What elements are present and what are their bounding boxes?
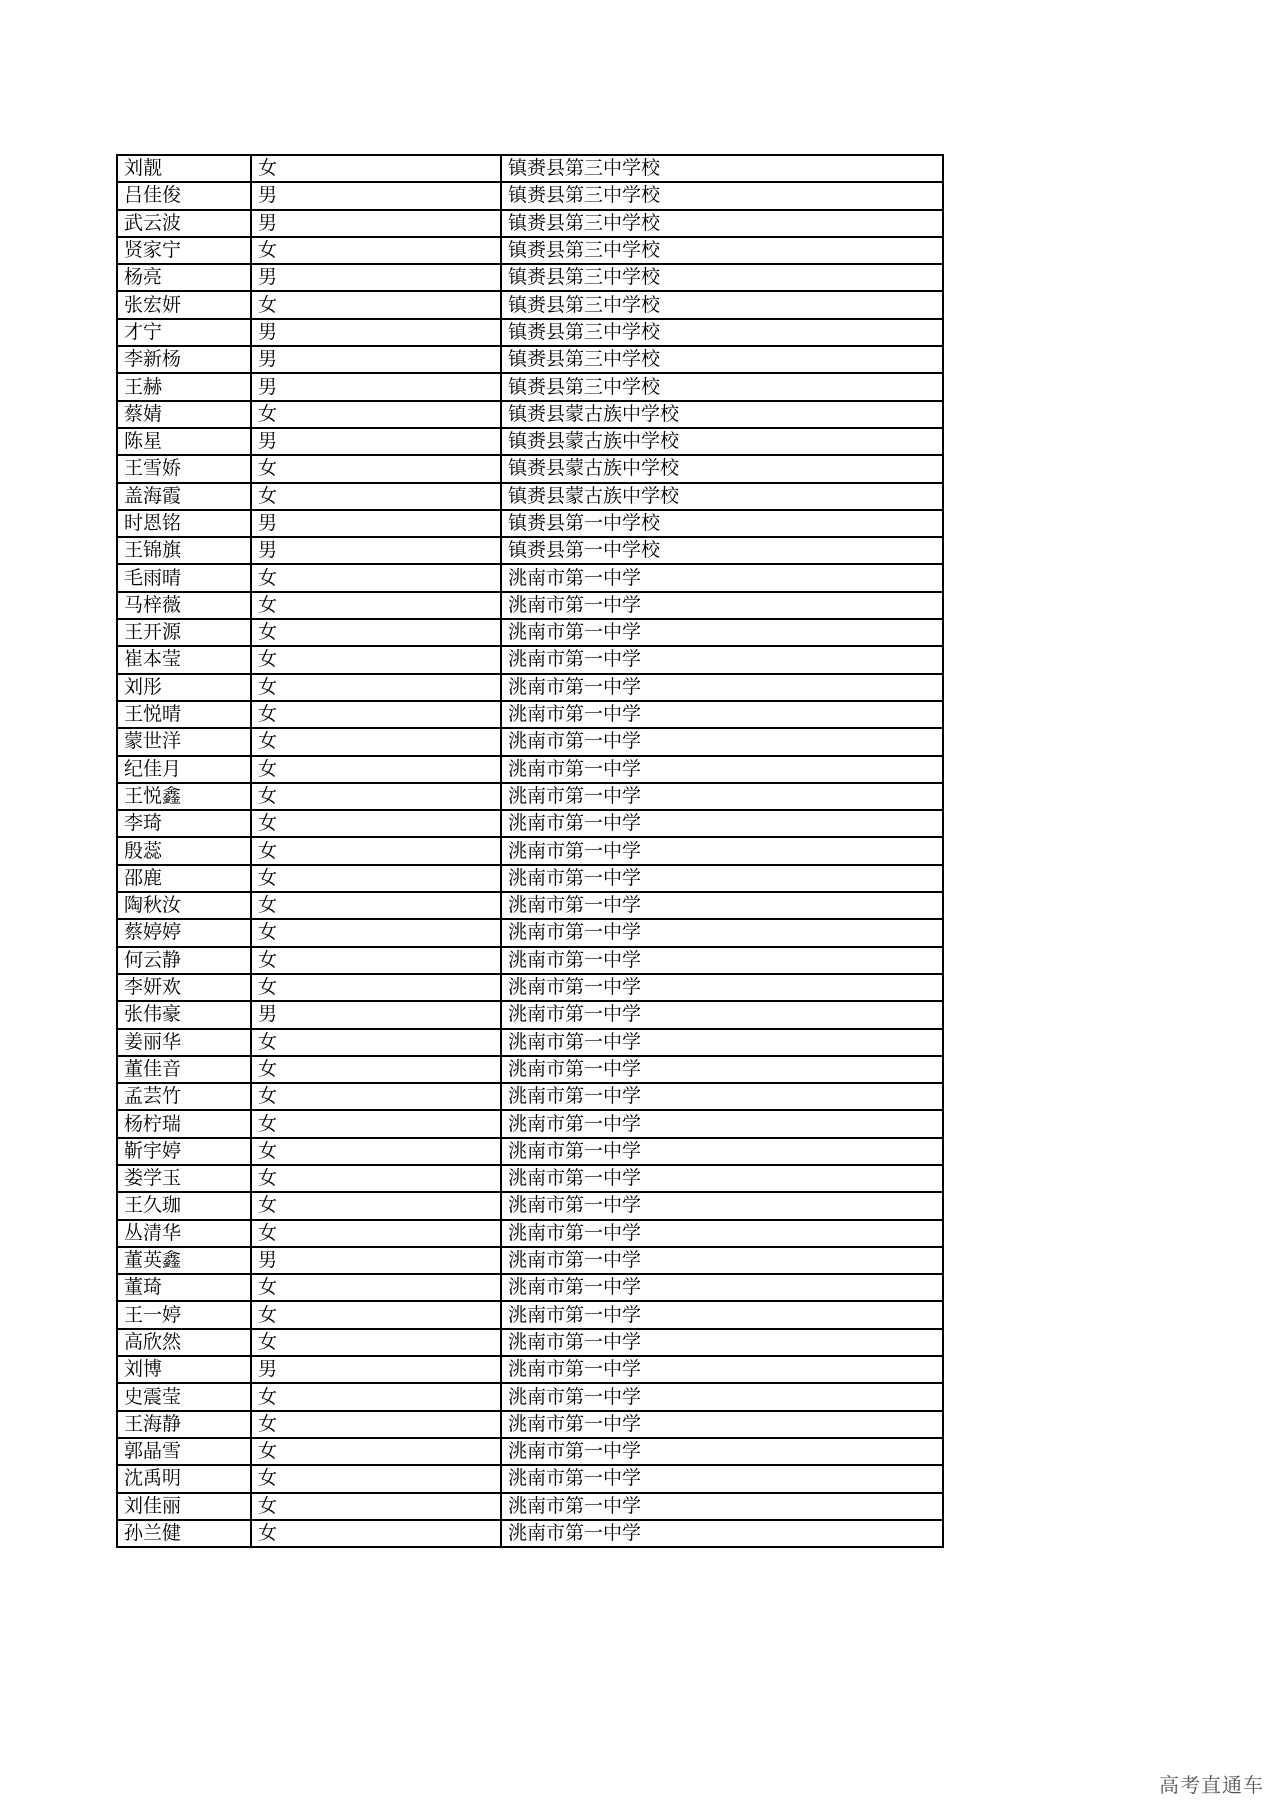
table-row xyxy=(117,1411,943,1438)
name-cell: 邵鹿 xyxy=(117,865,251,892)
gender-cell: 女 xyxy=(251,728,501,755)
table-row xyxy=(117,182,943,209)
gender-cell: 女 xyxy=(251,155,501,182)
school-cell: 洮南市第一中学 xyxy=(501,1301,943,1328)
name-cell: 张伟豪 xyxy=(117,1001,251,1028)
table-row xyxy=(117,1520,943,1547)
school-cell: 镇赉县第三中学校 xyxy=(501,155,943,182)
name-cell: 武云波 xyxy=(117,210,251,237)
school-cell: 镇赉县第三中学校 xyxy=(501,373,943,400)
name-cell: 郭晶雪 xyxy=(117,1438,251,1465)
table-row xyxy=(117,1001,943,1028)
name-cell: 王雪娇 xyxy=(117,455,251,482)
name-cell: 孙兰健 xyxy=(117,1520,251,1547)
table-row xyxy=(117,1138,943,1165)
school-cell: 洮南市第一中学 xyxy=(501,1411,943,1438)
table-row xyxy=(117,319,943,346)
table-row xyxy=(117,756,943,783)
table-row xyxy=(117,810,943,837)
school-cell: 洮南市第一中学 xyxy=(501,1329,943,1356)
table-row xyxy=(117,1438,943,1465)
school-cell: 洮南市第一中学 xyxy=(501,674,943,701)
gender-cell: 男 xyxy=(251,373,501,400)
gender-cell: 女 xyxy=(251,919,501,946)
gender-cell: 女 xyxy=(251,1192,501,1219)
school-cell: 镇赉县蒙古族中学校 xyxy=(501,455,943,482)
school-cell: 镇赉县第三中学校 xyxy=(501,182,943,209)
roster-table-body xyxy=(117,155,943,1547)
table-row xyxy=(117,428,943,455)
table-row xyxy=(117,1083,943,1110)
name-cell: 靳宇婷 xyxy=(117,1138,251,1165)
name-cell: 王海静 xyxy=(117,1411,251,1438)
school-cell: 洮南市第一中学 xyxy=(501,810,943,837)
school-cell: 洮南市第一中学 xyxy=(501,919,943,946)
gender-cell: 女 xyxy=(251,1329,501,1356)
gender-cell: 女 xyxy=(251,1029,501,1056)
table-row xyxy=(117,646,943,673)
school-cell: 洮南市第一中学 xyxy=(501,1383,943,1410)
name-cell: 董琦 xyxy=(117,1274,251,1301)
gender-cell: 女 xyxy=(251,756,501,783)
table-row xyxy=(117,1056,943,1083)
gender-cell: 女 xyxy=(251,1438,501,1465)
school-cell: 镇赉县第三中学校 xyxy=(501,237,943,264)
gender-cell: 女 xyxy=(251,1110,501,1137)
school-cell: 镇赉县第一中学校 xyxy=(501,537,943,564)
gender-cell: 男 xyxy=(251,210,501,237)
school-cell: 洮南市第一中学 xyxy=(501,728,943,755)
school-cell: 洮南市第一中学 xyxy=(501,1192,943,1219)
name-cell: 王开源 xyxy=(117,619,251,646)
name-cell: 蔡婷婷 xyxy=(117,919,251,946)
table-row xyxy=(117,291,943,318)
school-cell: 洮南市第一中学 xyxy=(501,1220,943,1247)
name-cell: 杨亮 xyxy=(117,264,251,291)
table-row xyxy=(117,455,943,482)
name-cell: 吕佳俊 xyxy=(117,182,251,209)
table-row xyxy=(117,483,943,510)
table-row xyxy=(117,701,943,728)
school-cell: 洮南市第一中学 xyxy=(501,592,943,619)
school-cell: 洮南市第一中学 xyxy=(501,1274,943,1301)
table-row xyxy=(117,1247,943,1274)
school-cell: 洮南市第一中学 xyxy=(501,892,943,919)
gender-cell: 女 xyxy=(251,291,501,318)
school-cell: 镇赉县蒙古族中学校 xyxy=(501,428,943,455)
gender-cell: 女 xyxy=(251,701,501,728)
school-cell: 洮南市第一中学 xyxy=(501,619,943,646)
table-row xyxy=(117,783,943,810)
school-cell: 洮南市第一中学 xyxy=(501,1083,943,1110)
table-row xyxy=(117,919,943,946)
table-row xyxy=(117,1110,943,1137)
school-cell: 洮南市第一中学 xyxy=(501,1247,943,1274)
table-row xyxy=(117,1383,943,1410)
name-cell: 李新杨 xyxy=(117,346,251,373)
name-cell: 刘佳丽 xyxy=(117,1493,251,1520)
name-cell: 李妍欢 xyxy=(117,974,251,1001)
name-cell: 纪佳月 xyxy=(117,756,251,783)
name-cell: 马梓薇 xyxy=(117,592,251,619)
school-cell: 洮南市第一中学 xyxy=(501,1356,943,1383)
name-cell: 蒙世洋 xyxy=(117,728,251,755)
table-row xyxy=(117,837,943,864)
gender-cell: 女 xyxy=(251,1465,501,1492)
gender-cell: 女 xyxy=(251,865,501,892)
gender-cell: 女 xyxy=(251,1083,501,1110)
school-cell: 洮南市第一中学 xyxy=(501,1165,943,1192)
school-cell: 镇赉县第三中学校 xyxy=(501,264,943,291)
table-row xyxy=(117,1329,943,1356)
name-cell: 沈禹明 xyxy=(117,1465,251,1492)
gender-cell: 女 xyxy=(251,947,501,974)
gender-cell: 女 xyxy=(251,592,501,619)
school-cell: 洮南市第一中学 xyxy=(501,783,943,810)
table-row xyxy=(117,1356,943,1383)
name-cell: 王赫 xyxy=(117,373,251,400)
gender-cell: 男 xyxy=(251,1001,501,1028)
gender-cell: 男 xyxy=(251,319,501,346)
school-cell: 洮南市第一中学 xyxy=(501,947,943,974)
name-cell: 盖海霞 xyxy=(117,483,251,510)
roster-table xyxy=(116,154,944,1548)
school-cell: 镇赉县蒙古族中学校 xyxy=(501,401,943,428)
gender-cell: 女 xyxy=(251,892,501,919)
name-cell: 姜丽华 xyxy=(117,1029,251,1056)
table-row xyxy=(117,947,943,974)
watermark-text: 高考直通车 xyxy=(1159,1773,1264,1797)
school-cell: 镇赉县第三中学校 xyxy=(501,210,943,237)
gender-cell: 女 xyxy=(251,1274,501,1301)
gender-cell: 男 xyxy=(251,346,501,373)
school-cell: 镇赉县第三中学校 xyxy=(501,319,943,346)
table-row xyxy=(117,1220,943,1247)
name-cell: 王锦旗 xyxy=(117,537,251,564)
school-cell: 洮南市第一中学 xyxy=(501,1056,943,1083)
school-cell: 洮南市第一中学 xyxy=(501,837,943,864)
table-row xyxy=(117,564,943,591)
name-cell: 高欣然 xyxy=(117,1329,251,1356)
school-cell: 洮南市第一中学 xyxy=(501,1138,943,1165)
gender-cell: 女 xyxy=(251,1493,501,1520)
name-cell: 王悦晴 xyxy=(117,701,251,728)
gender-cell: 女 xyxy=(251,810,501,837)
gender-cell: 男 xyxy=(251,1247,501,1274)
table-row xyxy=(117,892,943,919)
table-row xyxy=(117,401,943,428)
table-row xyxy=(117,1192,943,1219)
name-cell: 杨柠瑞 xyxy=(117,1110,251,1137)
table-row xyxy=(117,728,943,755)
school-cell: 洮南市第一中学 xyxy=(501,756,943,783)
school-cell: 洮南市第一中学 xyxy=(501,974,943,1001)
name-cell: 丛清华 xyxy=(117,1220,251,1247)
table-row xyxy=(117,237,943,264)
name-cell: 陈星 xyxy=(117,428,251,455)
table-row xyxy=(117,974,943,1001)
table-row xyxy=(117,1465,943,1492)
table-row xyxy=(117,155,943,182)
gender-cell: 女 xyxy=(251,401,501,428)
school-cell: 镇赉县第三中学校 xyxy=(501,346,943,373)
gender-cell: 女 xyxy=(251,237,501,264)
name-cell: 何云静 xyxy=(117,947,251,974)
name-cell: 贤家宁 xyxy=(117,237,251,264)
school-cell: 洮南市第一中学 xyxy=(501,1001,943,1028)
name-cell: 王一婷 xyxy=(117,1301,251,1328)
gender-cell: 女 xyxy=(251,1301,501,1328)
table-row xyxy=(117,510,943,537)
school-cell: 洮南市第一中学 xyxy=(501,1520,943,1547)
name-cell: 刘彤 xyxy=(117,674,251,701)
name-cell: 才宁 xyxy=(117,319,251,346)
gender-cell: 女 xyxy=(251,455,501,482)
name-cell: 董佳音 xyxy=(117,1056,251,1083)
name-cell: 陶秋汝 xyxy=(117,892,251,919)
name-cell: 崔本莹 xyxy=(117,646,251,673)
gender-cell: 女 xyxy=(251,564,501,591)
gender-cell: 女 xyxy=(251,1411,501,1438)
table-row xyxy=(117,619,943,646)
table-row xyxy=(117,210,943,237)
name-cell: 王久珈 xyxy=(117,1192,251,1219)
school-cell: 镇赉县第一中学校 xyxy=(501,510,943,537)
gender-cell: 男 xyxy=(251,182,501,209)
name-cell: 孟芸竹 xyxy=(117,1083,251,1110)
table-row xyxy=(117,346,943,373)
gender-cell: 女 xyxy=(251,974,501,1001)
table-row xyxy=(117,1165,943,1192)
school-cell: 洮南市第一中学 xyxy=(501,1029,943,1056)
gender-cell: 女 xyxy=(251,1138,501,1165)
table-row xyxy=(117,1301,943,1328)
school-cell: 镇赉县第三中学校 xyxy=(501,291,943,318)
name-cell: 蔡婧 xyxy=(117,401,251,428)
school-cell: 洮南市第一中学 xyxy=(501,1438,943,1465)
gender-cell: 女 xyxy=(251,1520,501,1547)
school-cell: 洮南市第一中学 xyxy=(501,701,943,728)
school-cell: 洮南市第一中学 xyxy=(501,1493,943,1520)
table-row xyxy=(117,373,943,400)
gender-cell: 女 xyxy=(251,674,501,701)
name-cell: 刘博 xyxy=(117,1356,251,1383)
table-row xyxy=(117,1274,943,1301)
school-cell: 镇赉县蒙古族中学校 xyxy=(501,483,943,510)
name-cell: 董英鑫 xyxy=(117,1247,251,1274)
name-cell: 殷蕊 xyxy=(117,837,251,864)
school-cell: 洮南市第一中学 xyxy=(501,1465,943,1492)
gender-cell: 女 xyxy=(251,646,501,673)
table-row xyxy=(117,865,943,892)
table-row xyxy=(117,674,943,701)
table-row xyxy=(117,264,943,291)
gender-cell: 女 xyxy=(251,483,501,510)
gender-cell: 女 xyxy=(251,1220,501,1247)
name-cell: 李琦 xyxy=(117,810,251,837)
gender-cell: 女 xyxy=(251,1383,501,1410)
gender-cell: 女 xyxy=(251,619,501,646)
table-row xyxy=(117,1029,943,1056)
gender-cell: 男 xyxy=(251,428,501,455)
school-cell: 洮南市第一中学 xyxy=(501,646,943,673)
gender-cell: 女 xyxy=(251,1165,501,1192)
gender-cell: 女 xyxy=(251,783,501,810)
table-row xyxy=(117,592,943,619)
table-row xyxy=(117,537,943,564)
gender-cell: 女 xyxy=(251,1056,501,1083)
school-cell: 洮南市第一中学 xyxy=(501,1110,943,1137)
gender-cell: 女 xyxy=(251,837,501,864)
gender-cell: 男 xyxy=(251,264,501,291)
name-cell: 史震莹 xyxy=(117,1383,251,1410)
name-cell: 时恩铭 xyxy=(117,510,251,537)
name-cell: 刘靓 xyxy=(117,155,251,182)
school-cell: 洮南市第一中学 xyxy=(501,564,943,591)
name-cell: 张宏妍 xyxy=(117,291,251,318)
name-cell: 娄学玉 xyxy=(117,1165,251,1192)
name-cell: 王悦鑫 xyxy=(117,783,251,810)
gender-cell: 男 xyxy=(251,1356,501,1383)
table-row xyxy=(117,1493,943,1520)
name-cell: 毛雨晴 xyxy=(117,564,251,591)
gender-cell: 男 xyxy=(251,510,501,537)
school-cell: 洮南市第一中学 xyxy=(501,865,943,892)
gender-cell: 男 xyxy=(251,537,501,564)
